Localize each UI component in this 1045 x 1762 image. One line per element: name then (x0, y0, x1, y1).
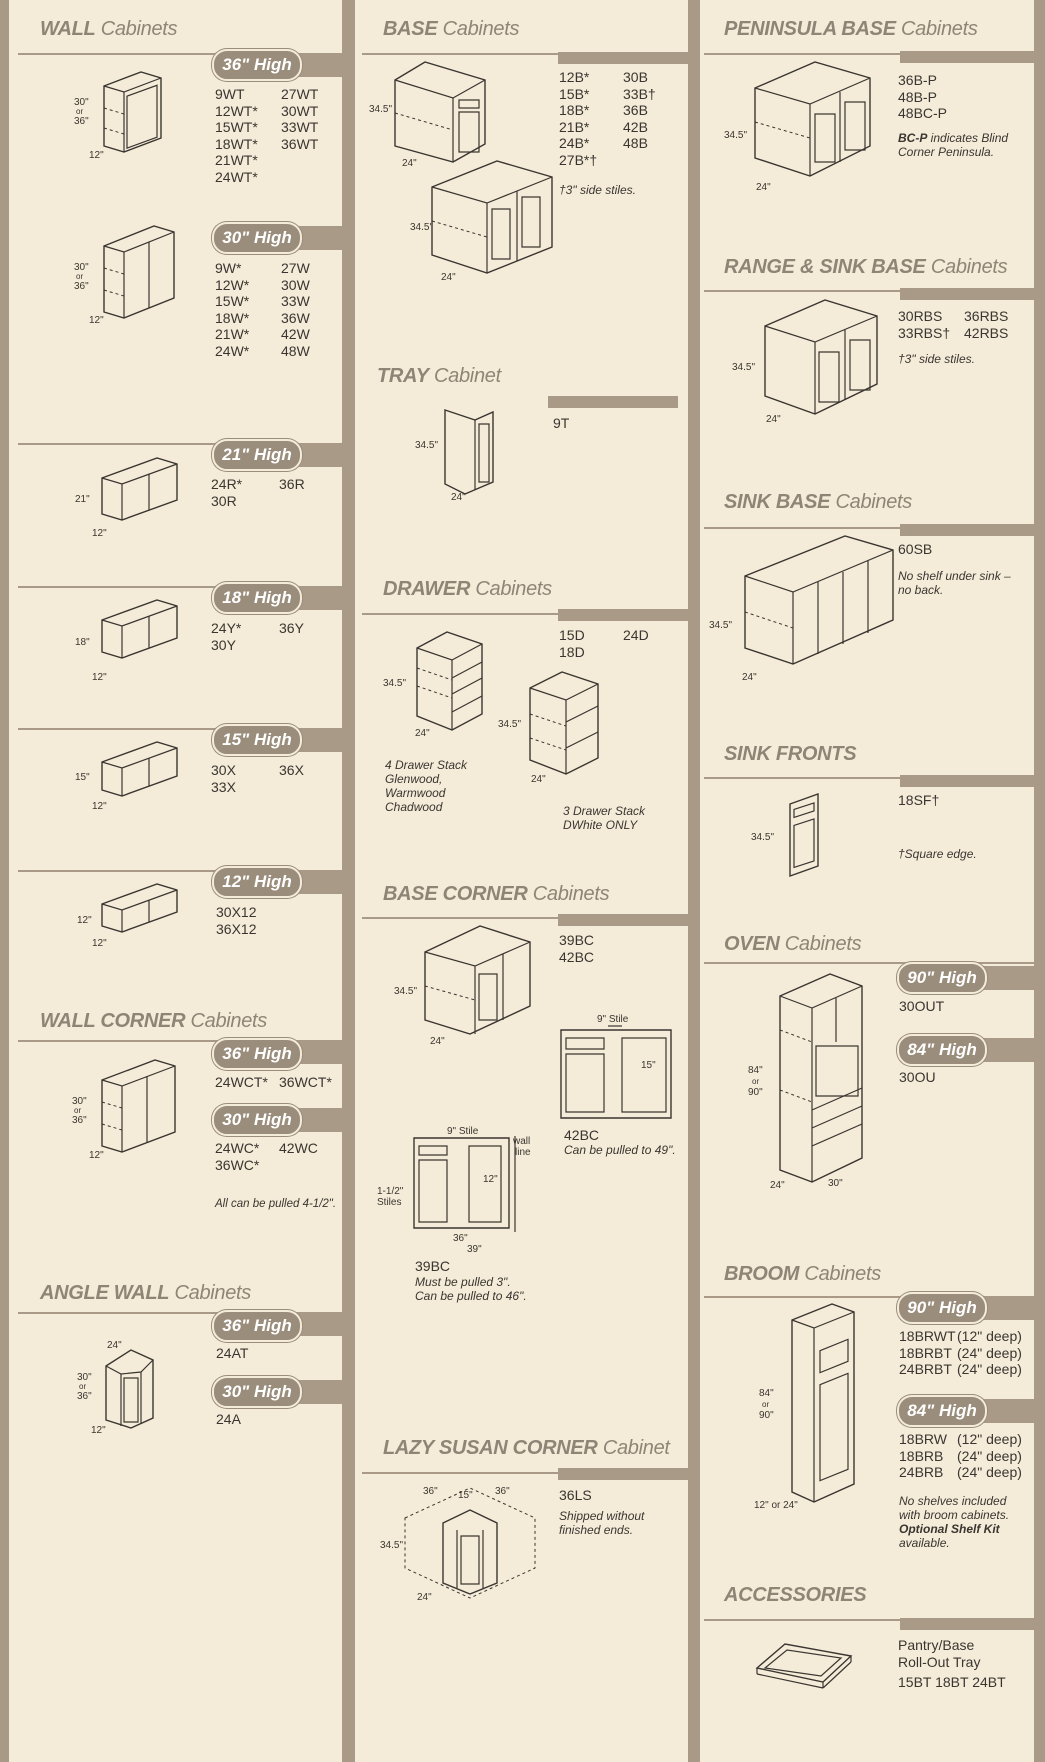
dim-depth: 12" (92, 801, 107, 812)
base-corner-illustration (415, 922, 530, 1047)
codes-30-high: 9W* 27W 12W* 30W 15W* 33W 18W* 36W 21W* 42W 24W* 48W (215, 260, 310, 359)
height-pill-84: 84" High (897, 1395, 987, 1427)
line-label: line (515, 1147, 531, 1158)
dim-height: 34.5" (751, 832, 775, 843)
dim-height: 34.5" (709, 620, 733, 631)
height-pill-30: 30" High (212, 1104, 302, 1136)
wall-cabinet-30-illustration (89, 218, 179, 328)
drawer-4-stack-note: 4 Drawer Stack Glenwood, Warmwood Chadwood (385, 758, 468, 814)
dim-height: 84" (759, 1388, 774, 1399)
dim-height-alt: 90" (759, 1410, 774, 1421)
codes-broom-84: 18BRW (12" deep) 18BRB (24" deep) 24BRB (24" deep) (899, 1431, 1022, 1480)
dim-depth: 12" (89, 315, 104, 326)
title-bar (900, 524, 1034, 536)
column-specialty-cabinets (700, 0, 1034, 1762)
title-bar (558, 52, 688, 64)
dim-depth: 12" (91, 1425, 106, 1436)
code-angle-36: 24AT (216, 1345, 249, 1361)
tray-cabinet-illustration (435, 400, 505, 500)
code-sink-base: 60SB (898, 541, 933, 557)
width-36: 36" (453, 1233, 468, 1244)
height-pill-90: 90" High (897, 962, 987, 994)
code-sink-front: 18SF† (898, 792, 940, 808)
dim-height: 34.5" (394, 986, 418, 997)
title-bar (900, 1618, 1034, 1630)
dim-depth: 24" (402, 158, 417, 169)
angle-wall-illustration (91, 1340, 171, 1435)
dim-depth: 12" (89, 150, 104, 161)
height-pill-36: 36" High (212, 49, 302, 81)
section-title-oven: OVEN Cabinets (724, 933, 862, 955)
peninsula-illustration (745, 58, 875, 193)
dim-width: 15" (458, 1490, 473, 1501)
column-wall-cabinets (9, 0, 342, 1762)
dim-height: 34.5" (369, 104, 393, 115)
dim-width: 30" (828, 1178, 843, 1189)
dim-or: or (76, 272, 84, 281)
dim-height: 30" (74, 262, 89, 273)
height-pill-36: 36" High (212, 1310, 302, 1342)
codes-wall-corner-36: 24WCT* 36WCT* (215, 1074, 332, 1090)
dim-depth: 24" (766, 414, 781, 425)
broom-note: No shelves included with broom cabinets. Optional Shelf Kit available. (899, 1494, 1010, 1550)
height-pill-21: 21" High (212, 439, 302, 471)
dim-height: 34.5" (380, 1540, 404, 1551)
dim-depth: 12" (89, 1150, 104, 1161)
dim-depth: 24" (441, 272, 456, 283)
title-bar (548, 396, 678, 408)
oven-cabinet-illustration (770, 970, 870, 1190)
code-42bc: 42BC (564, 1127, 600, 1143)
width-label: 12" (483, 1174, 498, 1185)
height-pill-12: 12" High (212, 866, 302, 898)
dim-height: 34.5" (415, 440, 439, 451)
peninsula-note: BC-P indicates Blind Corner Peninsula. (898, 131, 1009, 159)
dim-height-alt: 90" (748, 1087, 763, 1098)
codes-peninsula: 36B-P 48B-P 48BC-P (898, 72, 948, 121)
stiles-label: 1-1/2" (377, 1186, 404, 1197)
range-sink-illustration (755, 296, 880, 426)
code-lazy-susan: 36LS (559, 1487, 592, 1503)
section-title-sink-base: SINK BASE Cabinets (724, 491, 913, 513)
dim-depth: 24" (415, 728, 430, 739)
sink-front-illustration (780, 790, 830, 878)
stile-label: 9" Stile (597, 1014, 629, 1025)
dim-or: or (76, 107, 84, 116)
dim-width: 36" (495, 1486, 510, 1497)
dim-height: 34.5" (410, 222, 434, 233)
stiles-label: Stiles (377, 1197, 402, 1208)
section-rule (704, 962, 1034, 964)
dim-height-alt: 36" (74, 116, 89, 127)
height-pill-90: 90" High (897, 1292, 987, 1324)
drawer-3-stack-note: 3 Drawer Stack DWhite ONLY (563, 804, 646, 832)
width-label: 15" (641, 1060, 656, 1071)
title-bar (558, 609, 688, 621)
dim-depth: 24" (430, 1036, 445, 1047)
39bc-plan-drawing (413, 1136, 525, 1236)
dim-depth: 12" (92, 528, 107, 539)
roll-out-tray-illustration (755, 1640, 855, 1690)
dim-height-alt: 36" (74, 281, 89, 292)
section-title-lazy-susan: LAZY SUSAN CORNER Cabinet (383, 1437, 670, 1459)
height-pill-30: 30" High (212, 222, 302, 254)
title-bar (558, 1468, 688, 1480)
height-pill-36: 36" High (212, 1038, 302, 1070)
height-pill-84: 84" High (897, 1034, 987, 1066)
dim-depth: 12" (92, 938, 107, 949)
dim-height: 18" (75, 637, 90, 648)
base-cabinet-illustration (385, 58, 495, 168)
wall-cabinet-18-illustration (87, 592, 182, 672)
sink-base-note: No shelf under sink – no back. (898, 569, 1011, 597)
dim-height: 84" (748, 1065, 763, 1076)
column-base-cabinets (355, 0, 688, 1762)
section-title-peninsula: PENINSULA BASE Cabinets (724, 18, 978, 40)
dim-depth: 12" or 24" (754, 1500, 798, 1511)
lazy-susan-note: Shipped without finished ends. (559, 1509, 645, 1537)
dim-height: 30" (77, 1372, 92, 1383)
code-39bc: 39BC (415, 1258, 451, 1274)
code-oven-84: 30OU (899, 1069, 936, 1085)
width-39: 39" (467, 1244, 482, 1255)
base-note: †3" side stiles. (559, 183, 636, 197)
title-bar (900, 51, 1034, 63)
section-title-base-corner: BASE CORNER Cabinets (383, 883, 610, 905)
dim-depth: 24" (770, 1180, 785, 1191)
codes-21-high: 24R* 36R 30R (211, 476, 305, 509)
code-angle-30: 24A (216, 1411, 241, 1427)
base-cabinet-double-illustration (422, 155, 557, 275)
codes-36-high: 9WT 27WT 12WT* 30WT 15WT* 33WT 18WT* 36WT 21WT* 24WT* (215, 86, 319, 185)
dim-depth: 24" (756, 182, 771, 193)
broom-cabinet-illustration (782, 1300, 872, 1510)
height-pill-30: 30" High (212, 1376, 302, 1408)
codes-wall-corner-30: 24WC* 42WC 36WC* (215, 1140, 318, 1173)
dim-or: or (752, 1077, 760, 1086)
dim-depth: 24" (742, 672, 757, 683)
dim-height: 30" (74, 97, 89, 108)
codes-drawer: 15D 24D 18D (559, 627, 649, 660)
code-oven-90: 30OUT (899, 998, 945, 1014)
section-title-base: BASE Cabinets (383, 18, 520, 40)
wall-corner-illustration (87, 1052, 182, 1162)
note-42bc: Can be pulled to 49". (564, 1143, 676, 1157)
section-title-tray: TRAY Cabinet (377, 365, 501, 387)
sink-front-note: †Square edge. (898, 847, 977, 861)
dim-height: 21" (75, 494, 90, 505)
section-title-broom: BROOM Cabinets (724, 1263, 881, 1285)
accessories-codes: Pantry/Base Roll-Out Tray 15BT 18BT 24BT (898, 1637, 1006, 1690)
section-title-wall: WALL Cabinets (40, 18, 178, 40)
dim-height: 12" (77, 915, 92, 926)
wall-label: wall (513, 1136, 531, 1147)
dim-depth: 24" (417, 1592, 432, 1603)
wall-cabinet-15-illustration (87, 736, 182, 811)
sink-base-illustration (735, 530, 895, 675)
code-tray: 9T (553, 415, 570, 431)
wall-corner-note: All can be pulled 4-1/2". (215, 1198, 337, 1210)
dim-width: 24" (107, 1340, 122, 1351)
title-bar (900, 288, 1034, 300)
codes-12-high: 30X12 36X12 (216, 904, 257, 937)
title-bar (900, 775, 1034, 787)
wall-cabinet-36-illustration (89, 68, 169, 158)
dim-height: 34.5" (498, 719, 522, 730)
dim-height: 15" (75, 772, 90, 783)
dim-depth: 24" (531, 774, 546, 785)
codes-range-sink: 30RBS 36RBS 33RBS† 42RBS (898, 308, 1009, 341)
section-title-range-sink: RANGE & SINK BASE Cabinets (724, 256, 1008, 278)
section-title-wall-corner: WALL CORNER Cabinets (40, 1010, 268, 1032)
height-pill-18: 18" High (212, 582, 302, 614)
stile-label: 9" Stile (447, 1126, 479, 1137)
dim-width: 36" (423, 1486, 438, 1497)
dim-height: 34.5" (732, 362, 756, 373)
range-sink-note: †3" side stiles. (898, 352, 975, 366)
dim-or: or (74, 1106, 82, 1115)
dim-height-alt: 36" (77, 1391, 92, 1402)
codes-base-corner: 39BC 42BC (559, 932, 595, 965)
section-title-drawer: DRAWER Cabinets (383, 578, 552, 600)
wall-cabinet-21-illustration (87, 448, 182, 528)
height-pill-15: 15" High (212, 724, 302, 756)
42bc-plan-drawing (560, 1024, 672, 1119)
dim-height: 34.5" (383, 678, 407, 689)
dim-or: or (762, 1400, 770, 1409)
section-title-sink-fronts: SINK FRONTS (724, 743, 857, 765)
codes-broom-90: 18BRWT (12" deep) 18BRBT (24" deep) 24BRBT (24" deep) (899, 1328, 1022, 1377)
note-39bc: Must be pulled 3". Can be pulled to 46". (415, 1275, 527, 1303)
section-title-accessories: ACCESSORIES (724, 1584, 867, 1606)
dim-depth: 24" (451, 492, 466, 503)
section-title-angle-wall: ANGLE WALL Cabinets (40, 1282, 252, 1304)
dim-height-alt: 36" (72, 1115, 87, 1126)
codes-15-high: 30X 36X 33X (211, 762, 304, 795)
drawer-3-stack-illustration (520, 668, 605, 783)
dim-or: or (79, 1382, 87, 1391)
codes-18-high: 24Y* 36Y 30Y (211, 620, 304, 653)
dim-depth: 12" (92, 672, 107, 683)
dim-height: 30" (72, 1096, 87, 1107)
dim-height: 34.5" (724, 130, 748, 141)
codes-base: 12B* 30B 15B* 33B† 18B* 36B 21B* 42B 24B* 48B 27B*† (559, 69, 656, 168)
title-bar (558, 914, 688, 926)
drawer-4-stack-illustration (407, 628, 492, 738)
